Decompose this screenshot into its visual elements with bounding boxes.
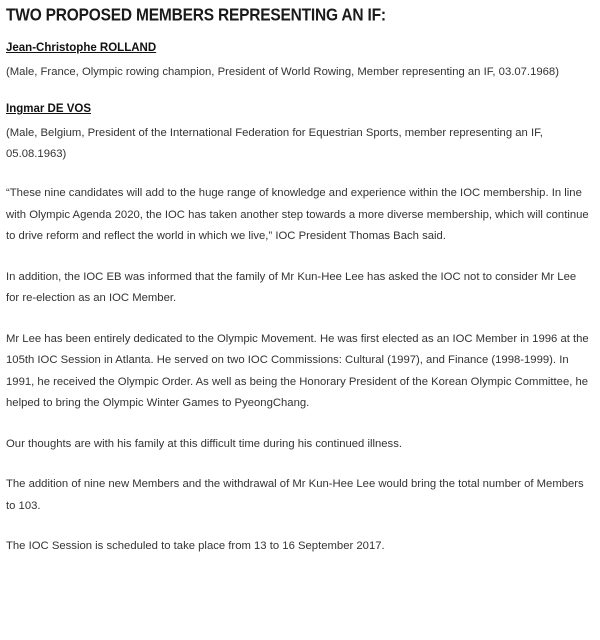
article xyxy=(6,6,592,577)
paragraph: The IOC Session is scheduled to take place from 13 to 16 September 2017. xyxy=(6,540,385,552)
section-heading: TWO PROPOSED MEMBERS REPRESENTING AN IF: xyxy=(6,6,386,26)
paragraph: In addition, the IOC EB was informed that the family of Mr Kun-Hee Lee has asked the IOC not to consider Mr Lee for re-election as an IOC Member. xyxy=(6,270,577,304)
quote-paragraph: “These nine candidates will add to the huge range of knowledge and experience within the IOC membership. In line with Olympic Agenda 2020, the IOC has taken another step towards a more diverse membership, which will continue to drive reform and reflect the world in which we live,” IOC President Thomas Bach said. xyxy=(6,187,589,242)
member-detail: (Male, Belgium, President of the International Federation for Equestrian Sports, member representing an IF, 05.08.1963) xyxy=(6,127,543,160)
paragraph: Our thoughts are with his family at this difficult time during his continued illness. xyxy=(6,437,402,450)
member-detail: (Male, France, Olympic rowing champion, President of World Rowing, Member representing an IF, 03.07.1968) xyxy=(6,66,559,78)
paragraph: The addition of nine new Members and the withdrawal of Mr Kun-Hee Lee would bring the total number of Members to 103. xyxy=(6,478,584,512)
member-entry xyxy=(6,40,592,83)
member-name: Jean-Christophe ROLLAND xyxy=(6,42,157,54)
member-name: Ingmar DE VOS xyxy=(6,103,91,115)
paragraph: Mr Lee has been entirely dedicated to the Olympic Movement. He was first elected as an IOC Member in 1996 at the 105th IOC Session in Atlanta. He served on two IOC Commissions: Cultural (1997), and Finance (1998-1999). In 1991, he received the Olympic Order. As well as being the Honorary President of the Korean Olympic Committee, he helped to bring the Olympic Winter Games to PyeongChang. xyxy=(6,332,589,409)
member-entry xyxy=(6,101,592,165)
